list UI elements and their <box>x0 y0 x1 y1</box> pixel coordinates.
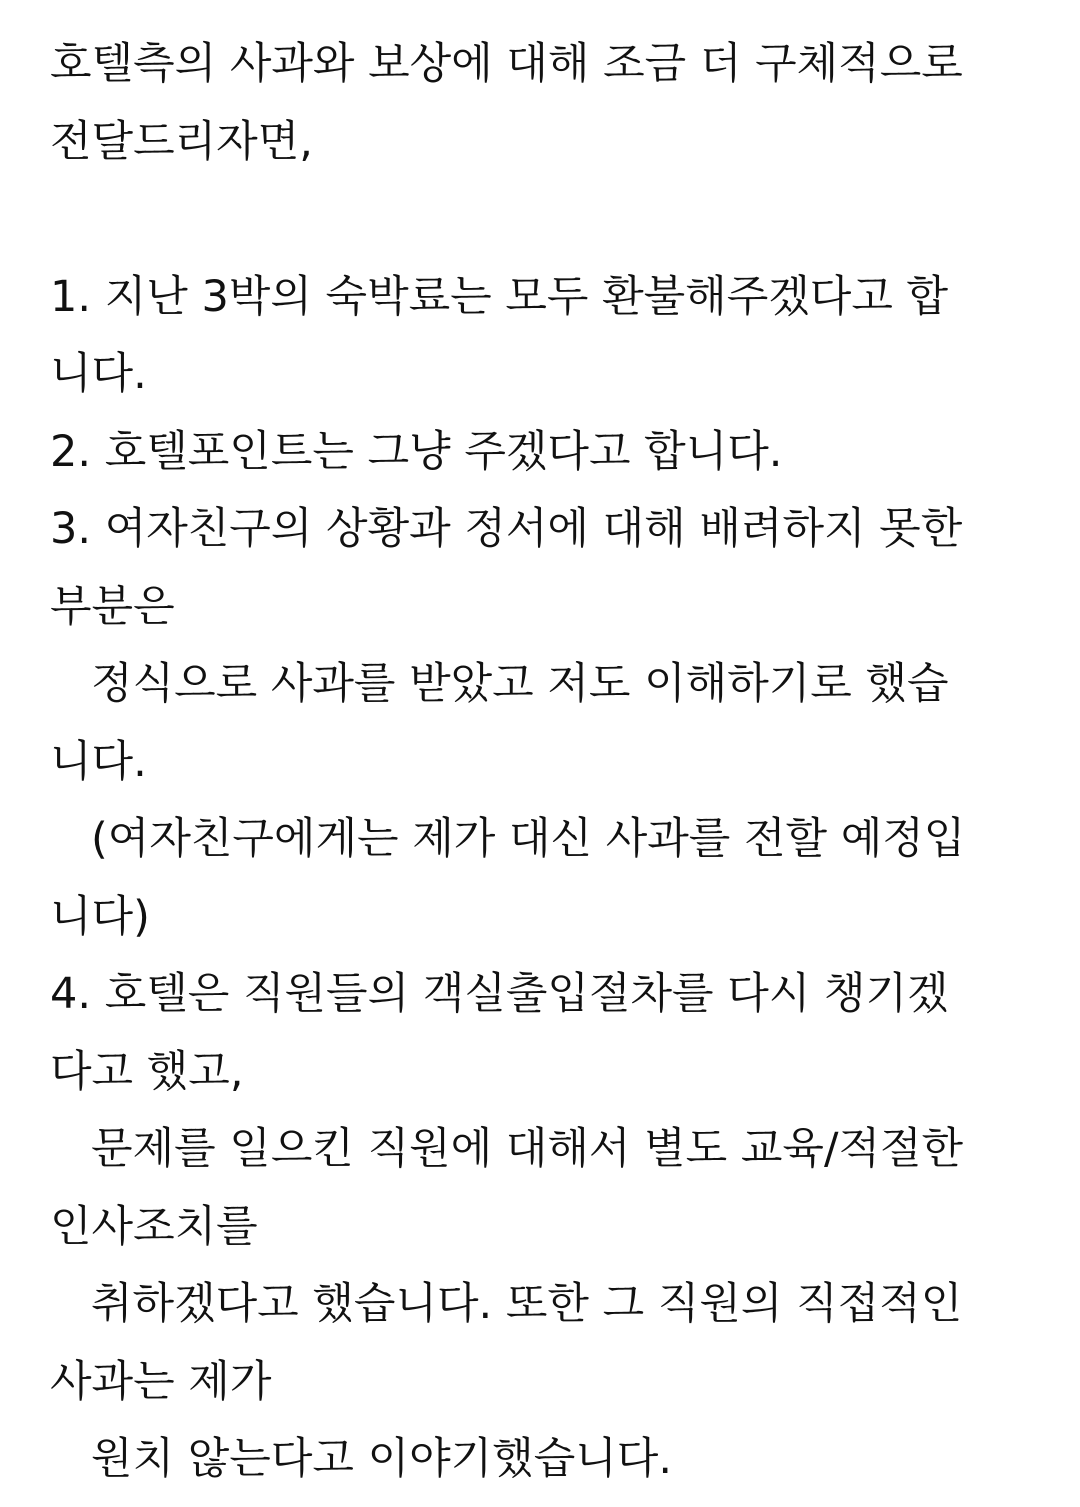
text-line: 4. 호텔은 직원들의 객실출입절차를 다시 챙기겠 <box>50 969 949 1019</box>
text-line: 다고 했고, <box>50 1046 244 1097</box>
text-line: 1. 지난 3박의 숙박료는 모두 환불해주겠다고 합 <box>50 271 949 322</box>
text-line: 전달드리자면, <box>50 116 313 167</box>
text-line: 부분은 <box>50 581 175 632</box>
paragraph-item-3 <box>50 491 1060 956</box>
text-line: 인사조치를 <box>50 1201 258 1252</box>
text-line: 2. 호텔포인트는 그냥 주겠다고 합니다. <box>50 426 783 477</box>
text-line: 3. 여자친구의 상황과 정서에 대해 배려하지 못한 <box>50 504 963 554</box>
paragraph-item-1 <box>50 259 1060 414</box>
text-line: 니다) <box>50 891 150 942</box>
text-line: 취하겠다고 했습니다. 또한 그 직원의 직접적인 <box>50 1279 963 1329</box>
paragraph-intro <box>50 26 1060 181</box>
text-line: 사과는 제가 <box>50 1356 272 1407</box>
blank-line <box>50 181 1060 259</box>
document-body <box>50 26 1060 1499</box>
text-line: 호텔측의 사과와 보상에 대해 조금 더 구체적으로 <box>50 39 963 89</box>
text-line: (여자친구에게는 제가 대신 사과를 전할 예정입 <box>50 814 966 864</box>
paragraph-item-2 <box>50 414 1060 492</box>
text-line: 정식으로 사과를 받았고 저도 이해하기로 했습 <box>50 659 949 709</box>
text-line: 문제를 일으킨 직원에 대해서 별도 교육/적절한 <box>50 1124 964 1174</box>
text-line: 니다. <box>50 349 147 399</box>
paragraph-item-4 <box>50 956 1060 1499</box>
text-line: 원치 않는다고 이야기했습니다. <box>50 1434 673 1484</box>
text-line: 니다. <box>50 736 147 787</box>
